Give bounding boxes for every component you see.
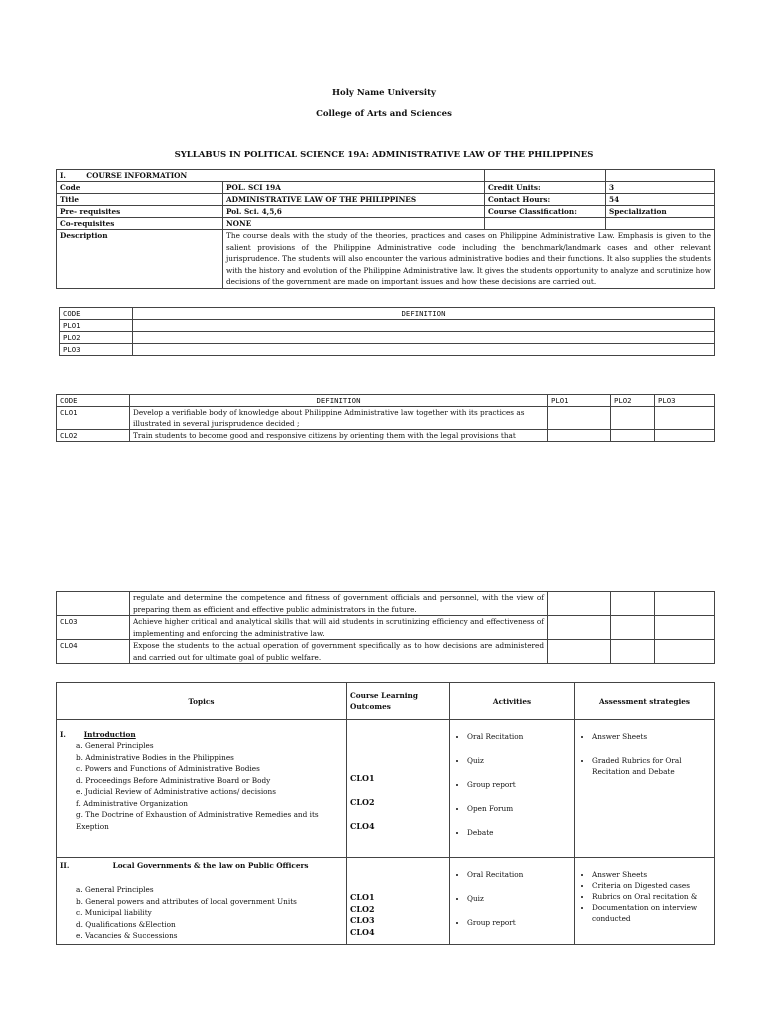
unit1-clos <box>347 720 450 858</box>
clo-item: CLO4 <box>350 926 375 937</box>
clo-plo3-header: PLO3 <box>655 395 715 407</box>
clo-row-definition: Achieve higher critical and analytical skills that will aid students in scrutinizing efficiency and effectiveness of implementing and enforcing the administrative law. <box>130 616 548 640</box>
course-info-table <box>56 169 715 289</box>
credit-value: 3 <box>606 182 715 194</box>
plo-row-code: PLO2 <box>60 332 133 344</box>
activity-item: • Quiz <box>467 893 571 904</box>
college-name: College of Arts and Sciences <box>316 109 452 119</box>
unit2-heading: II. Local Governments & the law on Public Officers <box>60 861 309 870</box>
activities-header: Activities <box>450 683 575 720</box>
clo-item: CLO2 <box>350 903 375 914</box>
clo-item: CLO4 <box>350 821 375 831</box>
clo-definition-header: DEFINITION <box>130 395 548 407</box>
clo-item: CLO1 <box>350 773 375 783</box>
clo-item: CLO1 <box>350 892 375 902</box>
activity-item: • Quiz <box>467 755 571 766</box>
assessment-item: • Answer Sheets <box>592 731 711 742</box>
plo-row-code: PLO1 <box>60 320 133 332</box>
prereq-value: Pol. Sci. 4,5,6 <box>223 206 485 218</box>
clo-row-definition: Train students to become good and responsive citizens by orienting them with the legal provisions that <box>130 430 548 442</box>
clo-header: Course Learning Outcomes <box>347 683 450 720</box>
coreq-label: Co-requisites <box>57 218 223 230</box>
assessment-item: • Criteria on Digested cases <box>592 880 711 891</box>
topics-table <box>56 682 715 945</box>
classification-value: Specialization <box>606 206 715 218</box>
clo-row-definition: Develop a verifiable body of knowledge about Philippine Administrative law together with its practices as illustrated in several jurisprudence decided ; <box>130 407 548 430</box>
prereq-label: Pre- requisites <box>57 206 223 218</box>
code-label: Code <box>57 182 223 194</box>
activity-item: • Oral Recitation <box>467 731 571 742</box>
clo-plo1-header: PLO1 <box>548 395 611 407</box>
assessment-header: Assessment strategies <box>575 683 715 720</box>
list-item: a. General Principles <box>76 885 154 894</box>
activity-item: • Group report <box>467 779 571 790</box>
title-label: Title <box>57 194 223 206</box>
code-value: POL. SCI 19A <box>223 182 485 194</box>
list-item: c. Municipal liability <box>76 908 152 917</box>
unit1-assessment <box>575 720 715 858</box>
clo-row-definition: regulate and determine the competence and fitness of government officials and personnel, with the view of preparing them as efficient and effective public administrators in the future. <box>130 592 548 616</box>
clo-row-code: CLO3 <box>57 616 130 640</box>
credit-label: Credit Units: <box>485 182 606 194</box>
assessment-item: • Answer Sheets <box>592 869 711 880</box>
clo-code-header: CODE <box>57 395 130 407</box>
clo-row-code: CLO1 <box>57 407 130 430</box>
list-item: c. Powers and Functions of Administrative Bodies <box>76 764 260 773</box>
section-heading: I. COURSE INFORMATION <box>57 170 485 182</box>
list-item: e. Judicial Review of Administrative actions/ decisions <box>76 787 276 796</box>
activity-item: • Group report <box>467 917 571 928</box>
clo-row-definition: Expose the students to the actual operation of government specifically as to how decisions are administered and carried out for ultimate goal of public welfare. <box>130 640 548 664</box>
unit2-activities <box>450 858 575 945</box>
clo-row-code: CLO2 <box>57 430 130 442</box>
list-item: d. Proceedings Before Administrative Board or Body <box>76 775 271 785</box>
unit2-assessment <box>575 858 715 945</box>
list-item: g. The Doctrine of Exhaustion of Administrative Remedies and its Exeption <box>76 810 319 831</box>
unit1-heading: I. Introduction <box>60 730 136 739</box>
list-item: f. Administrative Organization <box>76 798 188 808</box>
description-label: Description <box>57 230 223 289</box>
plo-row-code: PLO3 <box>60 344 133 356</box>
title-value: ADMINISTRATIVE LAW OF THE PHILIPPINES <box>223 194 485 206</box>
list-item: e. Vacancies & Successions <box>76 931 178 940</box>
assessment-item: • Rubrics on Oral recitation & <box>592 891 711 902</box>
unit1-activities <box>450 720 575 858</box>
clo-item: CLO2 <box>350 797 375 807</box>
syllabus-title: SYLLABUS IN POLITICAL SCIENCE 19A: ADMINISTRATIVE LAW OF THE PHILIPPINES <box>174 150 594 160</box>
plo-definition-header: DEFINITION <box>133 308 715 320</box>
clo-item: CLO3 <box>350 915 375 925</box>
contact-value: 54 <box>606 194 715 206</box>
assessment-item: • Documentation on interview conducted <box>592 902 711 924</box>
coreq-value: NONE <box>223 218 485 230</box>
plo-table <box>59 307 715 356</box>
list-item: b. Administrative Bodies in the Philippines <box>76 752 234 762</box>
clo-plo2-header: PLO2 <box>611 395 655 407</box>
classification-label: Course Classification: <box>485 206 606 218</box>
clo-table <box>56 394 715 442</box>
activity-item: • Debate <box>467 827 571 838</box>
list-item: d. Qualifications &Election <box>76 919 176 929</box>
activity-item: • Oral Recitation <box>467 869 571 880</box>
topics-header: Topics <box>57 683 347 720</box>
clo-row-code: CLO4 <box>57 640 130 664</box>
assessment-item: • Graded Rubrics for Oral Recitation and Debate <box>592 755 711 777</box>
activity-item: • Open Forum <box>467 803 571 814</box>
list-item: b. General powers and attributes of local government Units <box>76 896 297 906</box>
university-name: Holy Name University <box>332 88 436 98</box>
list-item: a. General Principles <box>76 741 154 750</box>
description-text: The course deals with the study of the theories, practices and cases on Philippine Administrative Law. Emphasis is given to the salient provisions of the Philippine Administrative code including the benchmark/landmark cases and other relevant jurisprudence. The students will also encounter the various administrative bodies and their functions. It also supplies the students with the history and evolution of the Philippine Administrative law. It gives the students opportunity to analyze and scrutinize how decisions of the government are made on important issues and how these decisions are carried out. <box>223 230 715 289</box>
unit2-clos <box>347 858 450 945</box>
unit1-topics <box>57 720 347 858</box>
clo-table-continued <box>56 591 715 664</box>
unit2-topics <box>57 858 347 945</box>
contact-label: Contact Hours: <box>485 194 606 206</box>
plo-code-header: CODE <box>60 308 133 320</box>
